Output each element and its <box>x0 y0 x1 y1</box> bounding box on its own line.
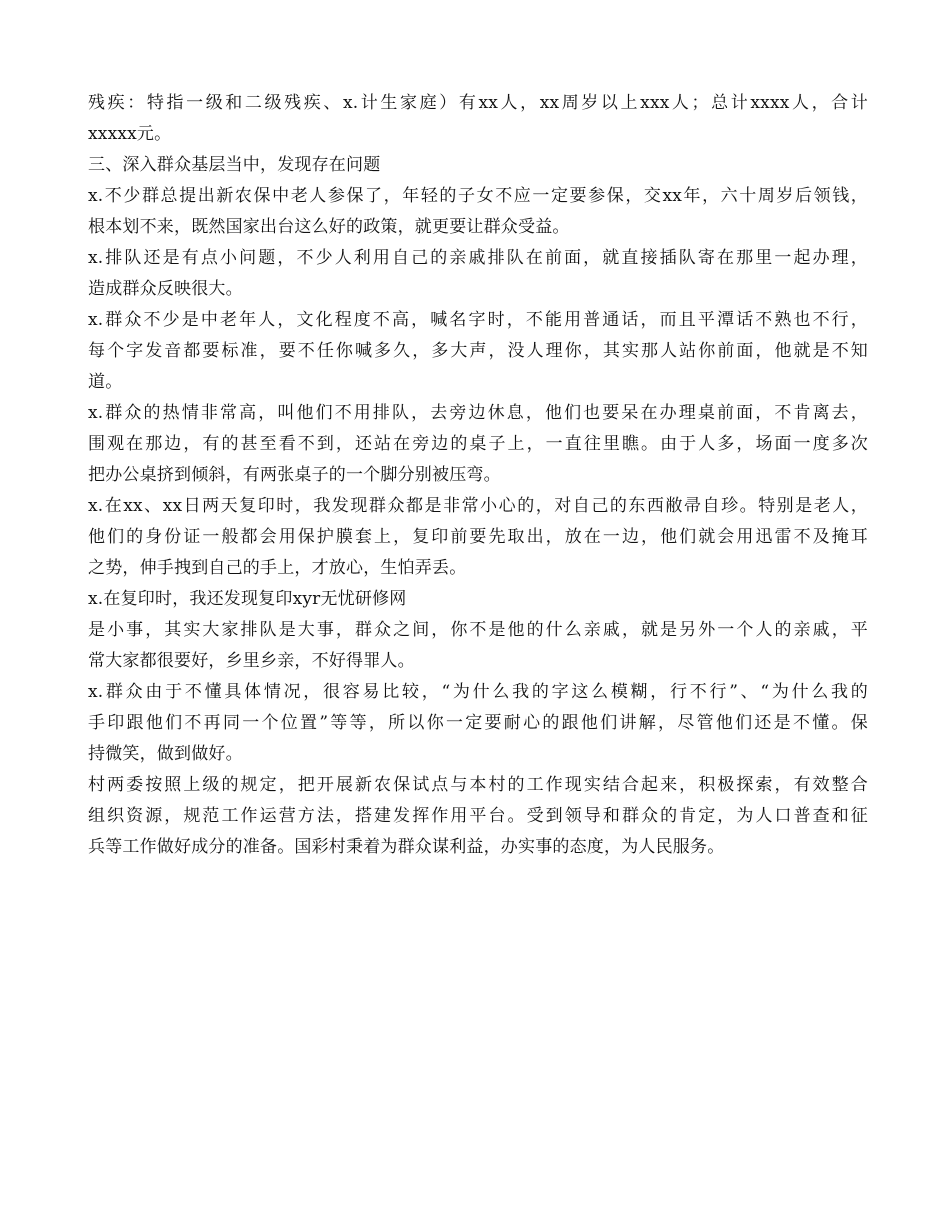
text-line: x.不少群总提出新农保中老人参保了，年轻的子女不应一定要参保，交xx年，六十周岁后领钱， <box>88 186 868 206</box>
text-line: 是小事，其实大家排队是大事，群众之间，你不是他的什么亲戚，就是另外一个人的亲戚，平 <box>88 620 868 640</box>
text-line: 他们的身份证一般都会用保护膜套上，复印前要先取出，放在一边，他们就会用迅雷不及掩耳 <box>88 527 868 547</box>
text-line: 持微笑，做到做好。 <box>88 744 243 764</box>
text-line: 常大家都很要好，乡里乡亲，不好得罪人。 <box>88 651 415 671</box>
text-line: 村两委按照上级的规定，把开展新农保试点与本村的工作现实结合起来，积极探索，有效整合 <box>88 775 868 795</box>
text-line: 围观在那边，有的甚至看不到，还站在旁边的桌子上，一直往里瞧。由于人多，场面一度多次 <box>88 434 868 454</box>
text-line: 造成群众反映很大。 <box>88 279 243 299</box>
text-line: x.在复印时，我还发现复印xyr无忧研修网 <box>88 589 407 609</box>
text-line: 兵等工作做好成分的准备。国彩村秉着为群众谋利益，办实事的态度，为人民服务。 <box>88 837 725 857</box>
text-line: 残疾：特指一级和二级残疾、x.计生家庭）有xx人，xx周岁以上xxx人；总计xxxx人，合计 <box>88 93 868 113</box>
text-line: 组织资源，规范工作运营方法，搭建发挥作用平台。受到领导和群众的肯定，为人口普查和征 <box>88 806 868 826</box>
text-line: 手印跟他们不再同一个位置”等等，所以你一定要耐心的跟他们讲解，尽管他们还是不懂。保 <box>88 713 868 733</box>
text-line: 之势，伸手拽到自己的手上，才放心，生怕弄丢。 <box>88 558 467 578</box>
text-line: x.群众的热情非常高，叫他们不用排队，去旁边休息，他们也要呆在办理桌前面，不肯离去， <box>88 403 868 423</box>
text-line: 每个字发音都要标准，要不任你喊多久，多大声，没人理你，其实那人站你前面，他就是不知 <box>88 341 868 361</box>
text-line: 把办公桌挤到倾斜，有两张桌子的一个脚分别被压弯。 <box>88 465 501 485</box>
section-heading: 三、深入群众基层当中，发现存在问题 <box>88 155 381 175</box>
text-line: 道。 <box>88 372 123 392</box>
text-line: x.群众由于不懂具体情况，很容易比较，“为什么我的字这么模糊，行不行”、“为什么我的 <box>88 682 868 702</box>
text-line: x.群众不少是中老年人，文化程度不高，喊名字时，不能用普通话，而且平潭话不熟也不行， <box>88 310 868 330</box>
text-line: xxxxx元。 <box>88 124 172 144</box>
text-line: x.在xx、xx日两天复印时，我发现群众都是非常小心的，对自己的东西敝帚自珍。特别是老人， <box>88 496 868 516</box>
text-line: 根本划不来，既然国家出台这么好的政策，就更要让群众受益。 <box>88 217 570 237</box>
document-body <box>88 88 868 863</box>
text-line: x.排队还是有点小问题，不少人利用自己的亲戚排队在前面，就直接插队寄在那里一起办理， <box>88 248 868 268</box>
